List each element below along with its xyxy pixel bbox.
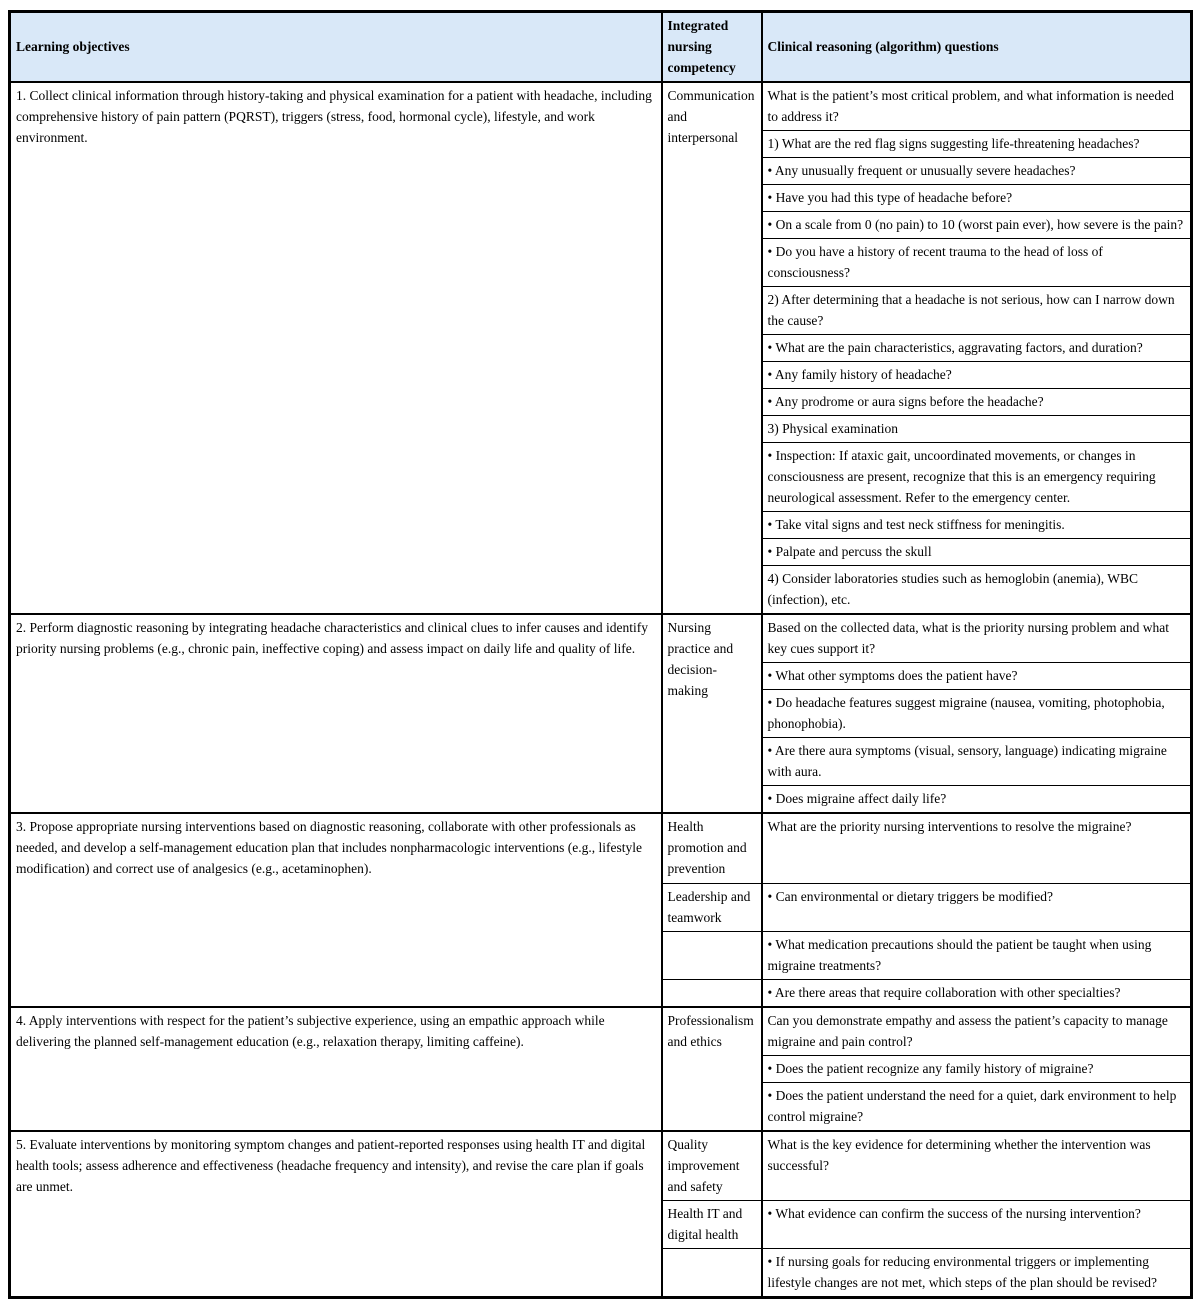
question-cell: • Any unusually frequent or unusually severe headaches?: [762, 158, 1192, 185]
column-header-clinical-reasoning-questions: Clinical reasoning (algorithm) questions: [762, 12, 1192, 83]
question-cell: • Do headache features suggest migraine (nausea, vomiting, photophobia, phonophobia).: [762, 690, 1192, 738]
competency-cell-empty: [662, 1249, 762, 1298]
question-cell: • Are there aura symptoms (visual, sensory, language) indicating migraine with aura.: [762, 738, 1192, 786]
objective-cell-1: 1. Collect clinical information through history-taking and physical examination for a patient with headache, including comprehensive history of pain pattern (PQRST), triggers (stress, food, hormonal cycle), lifestyle, and work environment.: [10, 82, 662, 614]
question-cell: • Do you have a history of recent trauma to the head of loss of consciousness?: [762, 239, 1192, 287]
table-row: [10, 1131, 1192, 1201]
question-cell: • What are the pain characteristics, aggravating factors, and duration?: [762, 335, 1192, 362]
table-row: [10, 614, 1192, 663]
objective-cell-2: 2. Perform diagnostic reasoning by integrating headache characteristics and clinical clues to infer causes and identify priority nursing problems (e.g., chronic pain, ineffective coping) and assess impact on daily life and quality of life.: [10, 614, 662, 813]
competency-cell: Communication and interpersonal: [662, 82, 762, 614]
question-cell: • Does the patient recognize any family history of migraine?: [762, 1056, 1192, 1083]
table-row: [10, 1007, 1192, 1056]
competency-cell-empty: [662, 932, 762, 980]
question-cell: • Does migraine affect daily life?: [762, 786, 1192, 814]
question-cell: • Inspection: If ataxic gait, uncoordinated movements, or changes in consciousness are present, recognize that this is an emergency requiring neurological assessment. Refer to the emergency center.: [762, 443, 1192, 512]
question-cell: Can you demonstrate empathy and assess the patient’s capacity to manage migraine and pain control?: [762, 1007, 1192, 1056]
objective-cell-5: 5. Evaluate interventions by monitoring symptom changes and patient-reported responses using health IT and digital health tools; assess adherence and effectiveness (headache frequency and intensity), and revise the care plan if goals are unmet.: [10, 1131, 662, 1298]
question-cell: • Have you had this type of headache before?: [762, 185, 1192, 212]
question-cell: • Can environmental or dietary triggers be modified?: [762, 884, 1192, 932]
question-cell: 1) What are the red flag signs suggesting life-threatening headaches?: [762, 131, 1192, 158]
competency-cell: Leadership and teamwork: [662, 884, 762, 932]
question-cell: • What medication precautions should the patient be taught when using migraine treatments?: [762, 932, 1192, 980]
column-header-integrated-nursing-competency: Integrated nursing competency: [662, 12, 762, 83]
competency-cell: Professionalism and ethics: [662, 1007, 762, 1131]
objective-cell-4: 4. Apply interventions with respect for the patient’s subjective experience, using an empathic approach while delivering the planned self-management education (e.g., relaxation therapy, limiting caffeine).: [10, 1007, 662, 1131]
question-cell: 4) Consider laboratories studies such as hemoglobin (anemia), WBC (infection), etc.: [762, 566, 1192, 615]
column-header-learning-objectives: Learning objectives: [10, 12, 662, 83]
question-cell: • What other symptoms does the patient have?: [762, 663, 1192, 690]
competency-table: [8, 10, 1193, 1299]
header-row: [10, 12, 1192, 83]
question-cell: • Are there areas that require collaboration with other specialties?: [762, 980, 1192, 1008]
question-cell: 2) After determining that a headache is not serious, how can I narrow down the cause?: [762, 287, 1192, 335]
question-cell: • If nursing goals for reducing environmental triggers or implementing lifestyle changes are not met, which steps of the plan should be revised?: [762, 1249, 1192, 1298]
question-cell: What is the key evidence for determining whether the intervention was successful?: [762, 1131, 1192, 1201]
competency-cell: Nursing practice and decision-making: [662, 614, 762, 813]
objective-cell-3: 3. Propose appropriate nursing interventions based on diagnostic reasoning, collaborate with other professionals as needed, and develop a self-management education plan that includes nonpharmacologic interventions (e.g., lifestyle modification) and correct use of analgesics (e.g., acetaminophen).: [10, 813, 662, 1007]
competency-cell: Quality improvement and safety: [662, 1131, 762, 1201]
question-cell: 3) Physical examination: [762, 416, 1192, 443]
table-row: [10, 813, 1192, 884]
question-cell: • Any prodrome or aura signs before the headache?: [762, 389, 1192, 416]
table-row: [10, 82, 1192, 131]
question-cell: • Palpate and percuss the skull: [762, 539, 1192, 566]
competency-cell: Health IT and digital health: [662, 1201, 762, 1249]
question-cell: • Take vital signs and test neck stiffness for meningitis.: [762, 512, 1192, 539]
competency-cell: Health promotion and prevention: [662, 813, 762, 884]
question-cell: What is the patient’s most critical problem, and what information is needed to address it?: [762, 82, 1192, 131]
competency-cell-empty: [662, 980, 762, 1008]
question-cell: • Does the patient understand the need for a quiet, dark environment to help control migraine?: [762, 1083, 1192, 1132]
question-cell: • On a scale from 0 (no pain) to 10 (worst pain ever), how severe is the pain?: [762, 212, 1192, 239]
question-cell: • Any family history of headache?: [762, 362, 1192, 389]
question-cell: • What evidence can confirm the success of the nursing intervention?: [762, 1201, 1192, 1249]
question-cell: What are the priority nursing interventions to resolve the migraine?: [762, 813, 1192, 884]
question-cell: Based on the collected data, what is the priority nursing problem and what key cues support it?: [762, 614, 1192, 663]
